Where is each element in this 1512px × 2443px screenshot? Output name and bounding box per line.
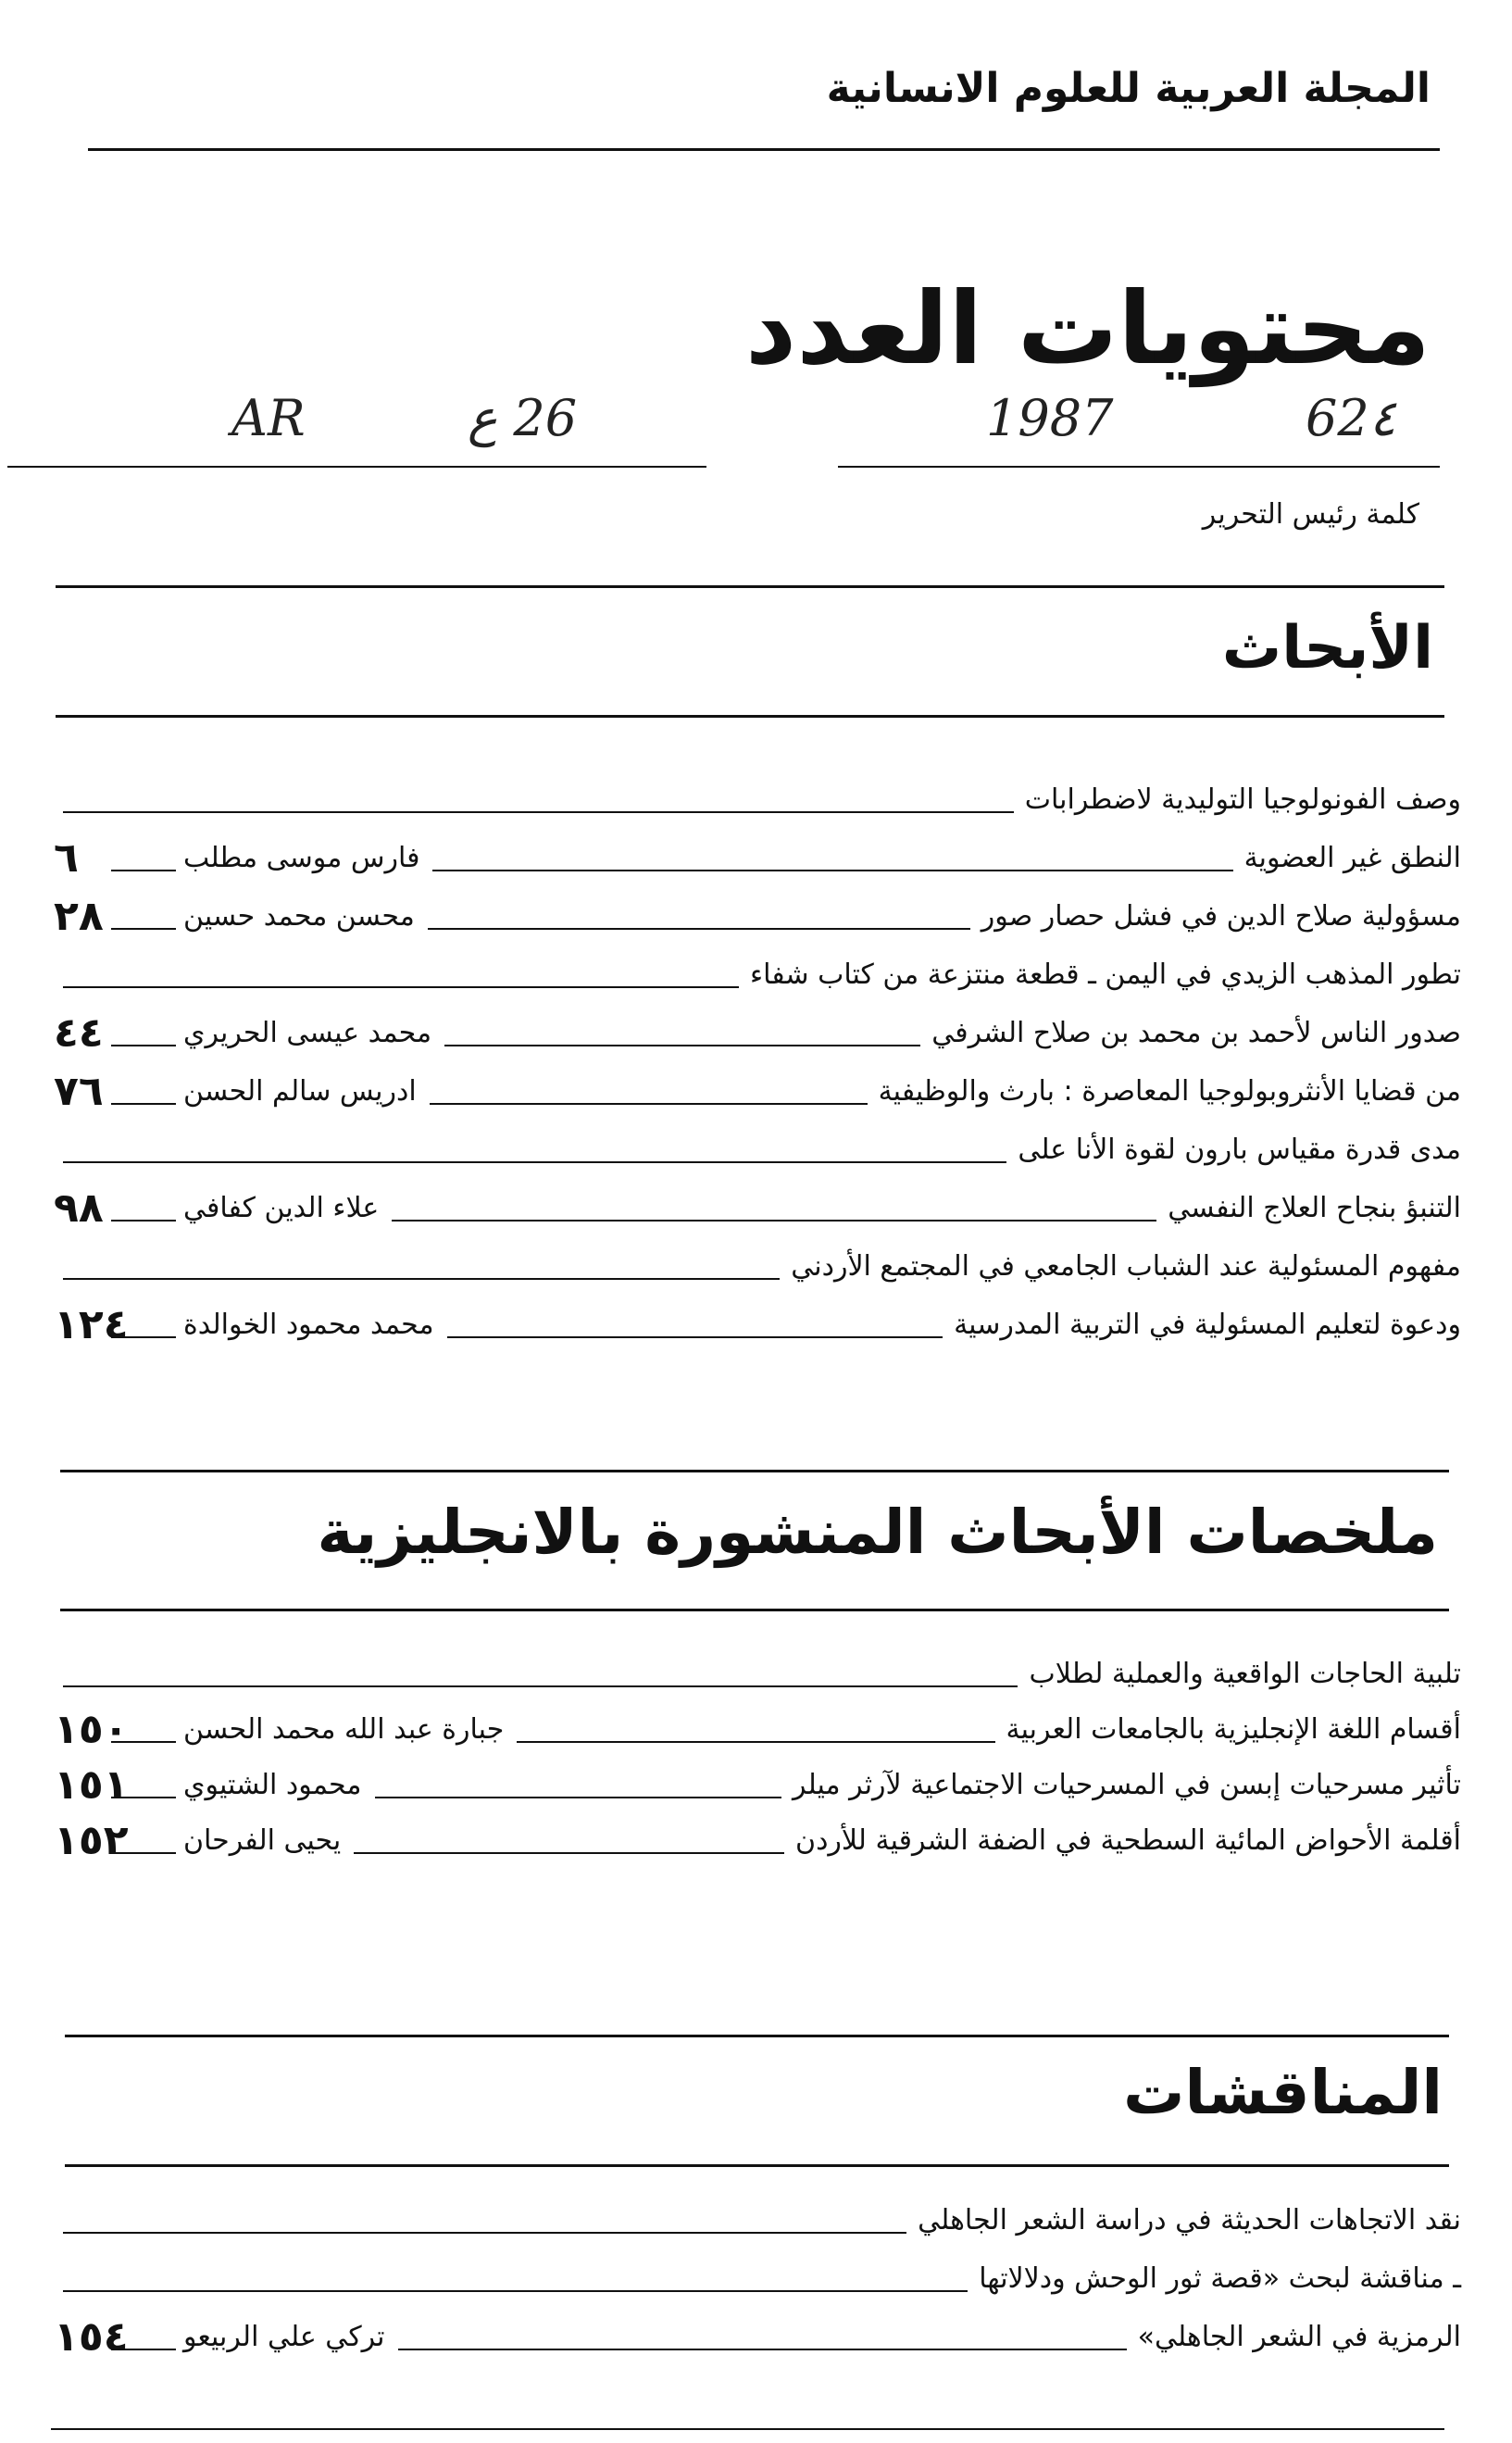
leader-line	[428, 928, 970, 930]
toc-row	[54, 1184, 1461, 1240]
leader-line	[63, 2290, 968, 2292]
handwritten-ar: AR	[231, 389, 306, 447]
page-number: ٩٨	[54, 1184, 104, 1232]
toc-author: محمد محمود الخوالدة	[183, 1309, 434, 1341]
rule-4	[60, 1609, 1449, 1611]
toc-row	[54, 893, 1461, 948]
toc-row	[54, 1126, 1461, 1182]
page-number: ١٥١	[54, 1761, 129, 1809]
page-number: ١٥٤	[54, 2313, 129, 2361]
leader-line	[375, 1797, 782, 1798]
toc-row	[54, 1009, 1461, 1065]
toc-row	[54, 1650, 1461, 1706]
toc-author: تركي علي الربيعو	[183, 2321, 385, 2353]
journal-name: المجلة العربية للعلوم الانسانية	[826, 65, 1431, 112]
leader-line	[398, 2349, 1127, 2350]
toc-title: الرمزية في الشعر الجاهلي»	[1137, 2321, 1461, 2353]
leader-line	[63, 1161, 1006, 1163]
toc-title: مسؤولية صلاح الدين في فشل حصار صور	[981, 900, 1461, 933]
handwritten-issue-no: 26 ع	[468, 389, 578, 447]
leader-line	[430, 1103, 868, 1105]
toc-row	[54, 1301, 1461, 1357]
leader-line	[392, 1220, 1156, 1222]
leader-line	[111, 1220, 176, 1222]
abstracts-heading: ملخصات الأبحاث المنشورة بالانجليزية	[317, 1497, 1438, 1568]
discussions-heading: المناقشات	[1123, 2057, 1443, 2128]
page-number: ١٢٤	[54, 1301, 129, 1348]
toc-row	[54, 1761, 1461, 1817]
leader-line	[111, 928, 176, 930]
research-heading: الأبحاث	[1221, 614, 1433, 683]
toc-title: نقد الاتجاهات الحديثة في دراسة الشعر الجاهلي	[918, 2204, 1461, 2236]
toc-title: مدى قدرة مقياس بارون لقوة الأنا على	[1018, 1134, 1461, 1166]
toc-author: جبارة عبد الله محمد الحسن	[183, 1713, 505, 1746]
toc-row	[54, 1068, 1461, 1123]
toc-author: محمد عيسى الحريري	[183, 1017, 432, 1049]
toc-title: صدور الناس لأحمد بن محمد بن صلاح الشرفي	[931, 1017, 1461, 1049]
toc-title: التنبؤ بنجاح العلاج النفسي	[1168, 1192, 1461, 1224]
leader-line	[63, 1278, 780, 1280]
rule-1	[56, 585, 1444, 588]
toc-title: من قضايا الأنثروبولوجيا المعاصرة : بارث والوظيفية	[878, 1075, 1461, 1108]
page-number: ١٥٠	[54, 1706, 129, 1753]
toc-author: علاء الدين كفافي	[183, 1192, 380, 1224]
rule-5	[65, 2035, 1449, 2037]
leader-line	[63, 986, 739, 988]
toc-title: تأثير مسرحيات إبسن في المسرحيات الاجتماعية لآرثر ميلر	[793, 1769, 1461, 1801]
toc-author: ادريس سالم الحسن	[183, 1075, 417, 1108]
rule-3	[60, 1470, 1449, 1472]
toc-title: تطور المذهب الزيدي في اليمن ـ قطعة منتزعة من كتاب شفاء	[749, 958, 1461, 991]
leader-line	[63, 1685, 1018, 1687]
toc-row	[54, 1706, 1461, 1761]
page-number: ٤٤	[54, 1009, 104, 1057]
rule-6	[65, 2164, 1449, 2167]
toc-title: مفهوم المسئولية عند الشباب الجامعي في المجتمع الأردني	[791, 1250, 1461, 1283]
page-number: ٧٦	[54, 1068, 104, 1115]
leader-line	[447, 1336, 943, 1338]
page-number: ٢٨	[54, 893, 104, 940]
title-rule-left	[7, 466, 706, 468]
toc-author: محمود الشتيوي	[183, 1769, 362, 1801]
issue-title: محتويات العدد	[744, 271, 1431, 387]
leader-line	[517, 1741, 994, 1743]
leader-line	[432, 870, 1232, 871]
leader-line	[444, 1045, 920, 1046]
leader-line	[63, 2232, 906, 2234]
toc-row	[54, 2313, 1461, 2369]
toc-row	[54, 951, 1461, 1007]
toc-row	[54, 776, 1461, 832]
leader-line	[111, 870, 176, 871]
title-rule-right	[838, 466, 1440, 468]
toc-title: تلبية الحاجات الواقعية والعملية لطلاب	[1029, 1658, 1461, 1690]
page-number: ٦	[54, 834, 79, 882]
leader-line	[111, 1045, 176, 1046]
toc-title: أقلمة الأحواض المائية السطحية في الضفة الشرقية للأردن	[795, 1824, 1461, 1857]
handwritten-code: 62٤	[1306, 389, 1396, 447]
handwritten-year: 1987	[986, 389, 1114, 447]
leader-line	[354, 1852, 784, 1854]
editor-word: كلمة رئيس التحرير	[1202, 498, 1419, 531]
leader-line	[111, 1103, 176, 1105]
toc-row	[54, 2255, 1461, 2311]
toc-author: محسن محمد حسين	[183, 900, 415, 933]
rule-bottom	[51, 2428, 1444, 2430]
toc-row	[54, 1817, 1461, 1873]
toc-author: فارس موسى مطلب	[183, 842, 420, 874]
toc-title: ـ مناقشة لبحث «قصة ثور الوحش ودلالاتها	[979, 2262, 1461, 2295]
toc-title: ودعوة لتعليم المسئولية في التربية المدرسية	[954, 1309, 1461, 1341]
toc-row	[54, 1243, 1461, 1298]
toc-row	[54, 2197, 1461, 2252]
header-rule	[88, 148, 1440, 151]
leader-line	[63, 811, 1014, 813]
toc-title: وصف الفونولوجيا التوليدية لاضطرابات	[1024, 783, 1461, 816]
rule-2	[56, 715, 1444, 718]
toc-author: يحيى الفرحان	[183, 1824, 342, 1857]
toc-row	[54, 834, 1461, 890]
toc-title: النطق غير العضوية	[1243, 842, 1461, 874]
page-number: ١٥٢	[54, 1817, 129, 1864]
toc-title: أقسام اللغة الإنجليزية بالجامعات العربية	[1006, 1713, 1461, 1746]
